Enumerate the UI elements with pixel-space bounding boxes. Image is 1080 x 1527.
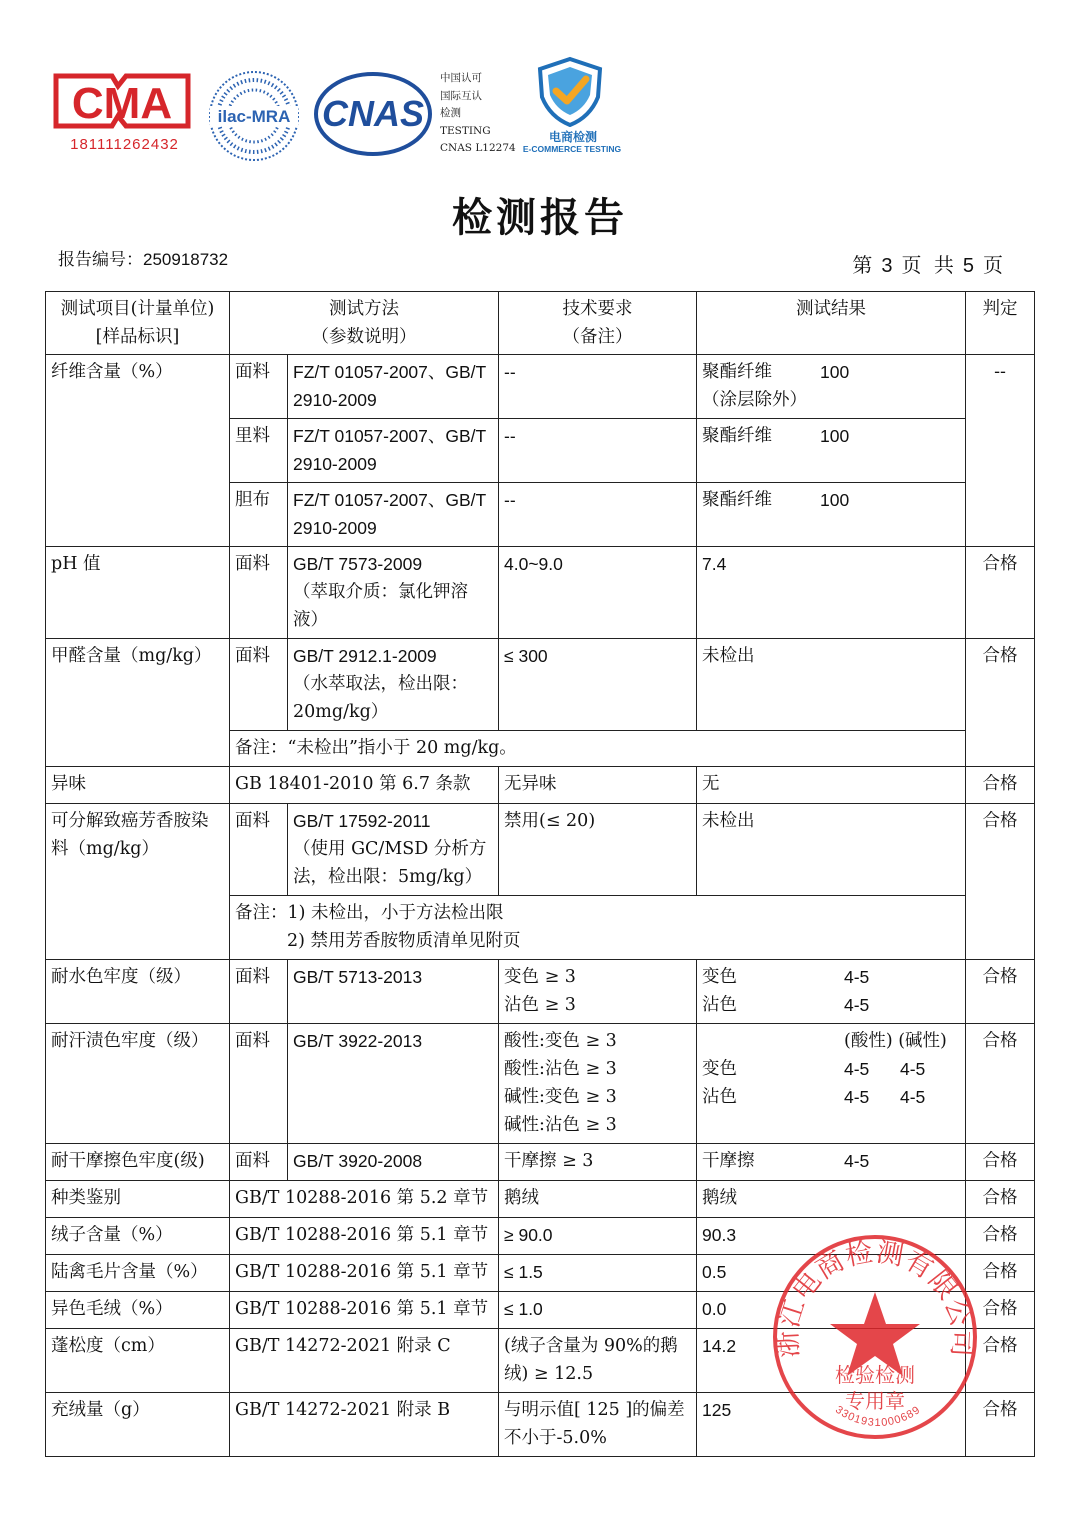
table-row: 充绒量（g） GB/T 14272-2021 附录 B 与明示值[ 125 ]的偏差不小于-5.0% 125 合格 bbox=[46, 1393, 1035, 1457]
table-row: 纤维含量（%） 面料 FZ/T 01057-2007、GB/T 2910-2009 -- 聚酯纤维 100 （涂层除外） -- bbox=[46, 355, 1035, 419]
ecommerce-shield-icon bbox=[530, 55, 610, 127]
svg-text:浙江电商检测有限公司: 浙江电商检测有限公司 bbox=[772, 1236, 978, 1359]
table-row: 绒子含量（%） GB/T 10288-2016 第 5.1 章节 ≥ 90.0 90.3 合格 bbox=[46, 1218, 1035, 1255]
ecommerce-testing-en: E-COMMERCE TESTING bbox=[522, 144, 622, 154]
table-row: 陆禽毛片含量（%） GB/T 10288-2016 第 5.1 章节 ≤ 1.5 0.5 合格 bbox=[46, 1255, 1035, 1292]
fiber-judgement: -- bbox=[966, 355, 1035, 547]
header-item: 测试项目(计量单位) [样品标识] bbox=[46, 292, 230, 355]
svg-text:CMA: CMA bbox=[71, 79, 173, 128]
table-row: 甲醛含量（mg/kg） 面料 GB/T 2912.1-2009 （水萃取法，检出限：20mg/kg） ≤ 300 未检出 合格 bbox=[46, 639, 1035, 731]
official-stamp bbox=[770, 1232, 980, 1442]
cnas-label: CNAS bbox=[321, 93, 425, 134]
svg-text:检验检测: 检验检测 bbox=[835, 1363, 915, 1387]
table-row: pH 值 面料 GB/T 7573-2009 （萃取介质：氯化钾溶液） 4.0~9.0 7.4 合格 bbox=[46, 547, 1035, 639]
header-judgement: 判定 bbox=[966, 292, 1035, 355]
formaldehyde-remark: 备注：“未检出”指小于 20 mg/kg。 bbox=[230, 731, 966, 767]
table-row: 耐干摩擦色牢度(级) 面料 GB/T 3920-2008 干摩擦 ≥ 3 干摩擦 4-5 合格 bbox=[46, 1144, 1035, 1181]
table-row: 耐汗渍色牢度（级） 面料 GB/T 3922-2013 酸性:变色 ≥ 3 酸性:沾色 ≥ 3 碱性:变色 ≥ 3 碱性:沾色 ≥ 3 (酸性) (碱性) 变色 4-5 4-5 沾色 4-5 4-5 合格 bbox=[46, 1024, 1035, 1144]
table-header-row bbox=[46, 292, 1035, 355]
header-method: 测试方法 （参数说明） bbox=[230, 292, 499, 355]
amine-remark: 备注：1) 未检出，小于方法检出限 2) 禁用芳香胺物质清单见附页 bbox=[230, 896, 966, 960]
header-requirement: 技术要求 （备注） bbox=[499, 292, 697, 355]
report-title: 检测报告 bbox=[452, 195, 628, 241]
table-row: 种类鉴别 GB/T 10288-2016 第 5.2 章节 鹅绒 鹅绒 合格 bbox=[46, 1181, 1035, 1218]
table-row: 蓬松度（cm） GB/T 14272-2021 附录 C (绒子含量为 90%的鹅绒) ≥ 12.5 14.2 合格 bbox=[46, 1329, 1035, 1393]
table-row: 异色毛绒（%） GB/T 10288-2016 第 5.1 章节 ≤ 1.0 0.0 合格 bbox=[46, 1292, 1035, 1329]
ilac-label: ilac-MRA bbox=[217, 107, 291, 126]
table-row: 耐水色牢度（级） 面料 GB/T 5713-2013 变色 ≥ 3 沾色 ≥ 3 变色 4-5 沾色 4-5 合格 bbox=[46, 960, 1035, 1024]
svg-text:专用章: 专用章 bbox=[845, 1389, 905, 1413]
page-indicator: 第 3 页 共 5 页 bbox=[852, 253, 1006, 277]
table-row: 可分解致癌芳香胺染料（mg/kg） 面料 GB/T 17592-2011 （使用 GC/MSD 分析方法，检出限：5mg/kg） 禁用(≤ 20) 未检出 合格 bbox=[46, 804, 1035, 896]
table-row: 异味 GB 18401-2010 第 6.7 条款 无异味 无 合格 bbox=[46, 767, 1035, 804]
table-row: 胆布 FZ/T 01057-2007、GB/T 2910-2009 -- 聚酯纤维 100 bbox=[46, 483, 1035, 547]
cma-logo bbox=[52, 70, 192, 132]
cnas-logo bbox=[314, 72, 432, 156]
ilac-logo bbox=[208, 70, 300, 162]
table-row: 里料 FZ/T 01057-2007、GB/T 2910-2009 -- 聚酯纤维 100 bbox=[46, 419, 1035, 483]
cnas-accreditation-text: 中国认可 国际互认 检测 TESTING CNAS L12274 bbox=[440, 72, 516, 154]
header-result: 测试结果 bbox=[697, 292, 966, 355]
ecommerce-testing-cn: 电商检测 bbox=[548, 130, 597, 144]
logo-strip bbox=[0, 0, 1080, 180]
svg-text:3301931000689: 3301931000689 bbox=[833, 1403, 923, 1429]
report-number: 报告编号：250918732 bbox=[58, 250, 229, 270]
fiber-item: 纤维含量（%） bbox=[46, 355, 230, 547]
cma-number: 181111262432 bbox=[70, 136, 179, 153]
